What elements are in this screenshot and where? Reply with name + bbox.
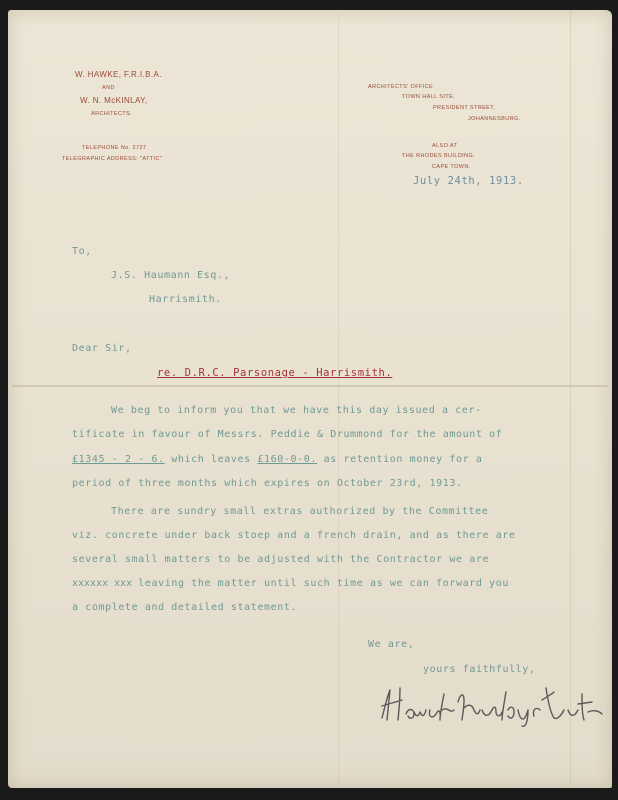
letterhead-also-line1: THE RHODES BUILDING,	[402, 153, 476, 159]
body-p1-line2: tificate in favour of Messrs. Peddie & Drummond for the amount of	[72, 429, 503, 440]
letterhead-office-line3: PRESIDENT STREET,	[433, 105, 496, 111]
letterhead-firm-line2: W. N. McKINLAY,	[80, 96, 148, 105]
body-p2-line3: several small matters to be adjusted with the Contractor we are	[72, 554, 490, 565]
paper-edge-line	[570, 10, 571, 788]
letterhead-office-line4: JOHANNESBURG.	[468, 116, 521, 122]
body-p2-line1: There are sundry small extras authorized by the Committee	[111, 506, 489, 517]
address-to: To,	[72, 246, 92, 257]
letterhead-firm-line3: ARCHITECTS.	[91, 111, 133, 117]
paper-crease	[338, 14, 339, 784]
letterhead-telegraphic: TELEGRAPHIC ADDRESS: "ATTIC"	[62, 156, 163, 162]
letterhead-firm-line1: W. HAWKE, F.R.I.B.A.	[75, 70, 162, 79]
body-p2-line4: xxxxxx xxx leaving the matter until such time as we can forward you	[72, 578, 509, 589]
address-place: Harrismith.	[149, 294, 222, 305]
paper-fold	[12, 385, 608, 387]
letterhead-telephone: TELEPHONE No. 2727	[82, 145, 147, 151]
letterhead-office-line2: TOWN HALL SITE,	[402, 94, 456, 100]
letterhead-also-line2: CAPE TOWN.	[432, 164, 471, 170]
letter-date: July 24th, 1913.	[413, 175, 524, 187]
amount-certificate: £1345 - 2 - 6.	[72, 454, 165, 465]
struck-text: xxxxxx xxx	[72, 578, 139, 589]
letterhead-also-at: ALSO AT	[432, 143, 458, 149]
amount-retention: £160-0-0.	[257, 454, 317, 465]
closing-line2: yours faithfully,	[423, 664, 536, 675]
handwritten-signature	[378, 680, 608, 728]
closing-line1: We are,	[368, 639, 415, 650]
letterhead-office-line1: ARCHITECTS' OFFICE	[368, 84, 434, 90]
salutation: Dear Sir,	[72, 343, 132, 354]
body-p1-line1: We beg to inform you that we have this day issued a cer-	[111, 405, 482, 416]
letterhead-firm-and: AND	[102, 85, 115, 91]
body-p1-line3: £1345 - 2 - 6. which leaves £160-0-0. as retention money for a	[72, 454, 483, 465]
subject-line: re. D.R.C. Parsonage - Harrismith.	[157, 367, 393, 379]
address-name: J.S. Haumann Esq.,	[111, 270, 231, 281]
body-p2-line2: viz. concrete under back stoep and a french drain, and as there are	[72, 530, 516, 541]
body-p1-line4: period of three months which expires on October 23rd, 1913.	[72, 478, 463, 489]
body-p2-line5: a complete and detailed statement.	[72, 602, 298, 613]
